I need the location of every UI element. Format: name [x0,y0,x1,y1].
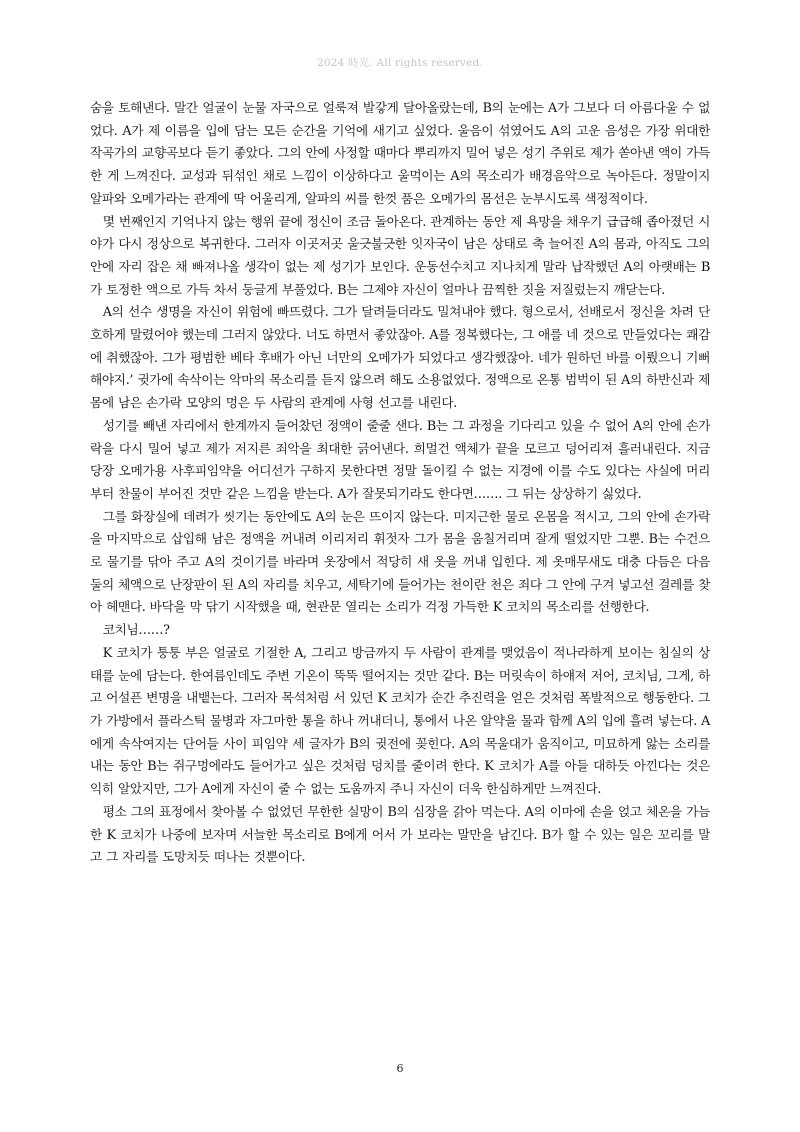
paragraph: 숨을 토해낸다. 말간 얼굴이 눈물 자국으로 얼룩져 발갛게 달아올랐는데, B의 눈에는 A가 그보다 더 아름다울 수 없었다. A가 제 이름을 입에 담는 모든 순간을 기억에 새기고 싶었다. 울음이 섞였어도 A의 고운 음성은 가장 위대한 작곡가의 교향곡보다 듣기 좋았다. 그의 안에 사정할 때마다 뿌리까지 밀어 넣은 성기 주위로 제가 쏟아낸 액이 가득 한 게 느껴진다. 교성과 뒤섞인 채로 느낌이 이상하다고 울먹이는 A의 목소리가 배경음악으로 녹아든다. 정말이지 알파와 오메가라는 관계에 딱 어울리게, 알파의 씨를 한껏 품은 오메가의 몸선은 눈부시도록 색정적이다. [90,100,710,206]
page-number: 6 [396,1062,404,1075]
paragraph: 성기를 빼낸 자리에서 한계까지 들어찼던 정액이 줄줄 샌다. B는 그 과정을 기다리고 있을 수 없어 A의 안에 손가락을 다시 밀어 넣고 제가 저지른 죄악을 최대한 긁어낸다. 희멀건 액체가 끝을 모르고 덩어리져 흘러내린다. 지금 당장 오메가용 사후피임약을 어디선가 구하지 못한다면 정말 돌이킬 수 없는 지경에 이를 수도 있다는 사실에 머리부터 찬물이 부어진 것만 같은 느낌을 받는다. A가 잘못되기라도 한다면……. 그 뒤는 상상하기 싫었다. [90,417,710,501]
paragraph: 그를 화장실에 데려가 씻기는 동안에도 A의 눈은 뜨이지 않는다. 미지근한 물로 온몸을 적시고, 그의 안에 손가락을 마지막으로 삽입해 남은 정액을 꺼내려 이리저리 휘젓자 그가 몸을 움칠거리며 잘게 떨었지만 그뿐. B는 수건으로 물기를 닦아 주고 A의 것이기를 바라며 옷장에서 적당히 새 옷을 꺼내 입힌다. 제 옷매무새도 대충 다듬은 다음 둘의 체액으로 난장판이 된 A의 자리를 치우고, 세탁기에 들어가는 천이란 천은 죄다 그 안에 구겨 넣고선 걸레를 찾아 헤맨다. 바닥을 막 닦기 시작했을 때, 현관문 열리는 소리가 걱정 가득한 K 코치의 목소리를 선행한다. [90,508,710,615]
paragraph: 코치님……? [102,622,170,638]
body-text [90,97,710,869]
paragraph: A의 선수 생명을 자신이 위험에 빠뜨렸다. 그가 달려들더라도 밀쳐내야 했다. 형으로서, 선배로서 정신을 차려 단호하게 말렸어야 했는데 그러지 않았다. 너도 하면서 좋았잖아. A를 정복했다는, 그 애를 네 것으로 만들었다는 쾌감에 취했잖아. 그가 평범한 베타 후배가 아닌 너만의 오메가가 되었다고 생각했잖아. 네가 원하던 바를 이뤘으니 기뻐해야지.’ 귓가에 속삭이는 악마의 목소리를 듣지 않으려 해도 소용없었다. 정액으로 온통 범벅이 된 A의 하반신과 제 몸에 남은 손가락 모양의 멍은 두 사람의 관계에 사형 선고를 내린다. [90,304,710,411]
paragraph: K 코치가 퉁퉁 부은 얼굴로 기절한 A, 그리고 방금까지 두 사람이 관계를 맺었음이 적나라하게 보이는 침실의 상태를 눈에 담는다. 한여름인데도 주변 기온이 뚝뚝 떨어지는 것만 같다. B는 머릿속이 하얘져 저어, 코치님, 그게, 하고 어설픈 변명을 내뱉는다. 그러자 목석처럼 서 있던 K 코치가 순간 추진력을 얻은 것처럼 폭발적으로 행동한다. 그가 가방에서 플라스틱 물병과 자그마한 통을 하나 꺼내더니, 통에서 나온 알약을 물과 함께 A의 입에 흘려 넣는다. A에게 속삭여지는 단어들 사이 피임약 세 글자가 B의 귓전에 꽂힌다. A의 목울대가 움직이고, 미묘하게 앓는 소리를 내는 동안 B는 쥐구멍에라도 들어가고 싶은 것처럼 덩치를 줄이려 한다. K 코치가 A를 아들 대하듯 아낀다는 것은 익히 알았지만, 그가 A에게 자신이 줄 수 없는 도움까지 주니 자신이 더욱 한심하게만 느껴진다. [90,644,710,797]
copyright-header: 2024 時光. All rights reserved. [316,57,484,69]
paragraph: 몇 번째인지 기억나지 않는 행위 끝에 정신이 조금 돌아온다. 관계하는 동안 제 욕망을 채우기 급급해 좁아졌던 시야가 다시 정상으로 복귀한다. 그러자 이곳저곳 울긋불긋한 잇자국이 남은 상태로 축 늘어진 A의 몸과, 아직도 그의 안에 자리 잡은 채 빠져나올 생각이 없는 제 성기가 보인다. 운동선수치고 지나치게 말라 납작했던 A의 아랫배는 B가 토정한 액으로 가득 차서 둥글게 부풀었다. B는 그제야 자신이 얼마나 끔찍한 짓을 저질렀는지 깨닫는다. [90,213,710,297]
paragraph: 평소 그의 표정에서 찾아볼 수 없었던 무한한 실망이 B의 심장을 갉아 먹는다. A의 이마에 손을 얹고 체온을 가늠한 K 코치가 나중에 보자며 서늘한 목소리로 B에게 어서 가 보라는 말만을 남긴다. B가 할 수 있는 일은 꼬리를 말고 그 자리를 도망치듯 떠나는 것뿐이다. [90,803,710,865]
